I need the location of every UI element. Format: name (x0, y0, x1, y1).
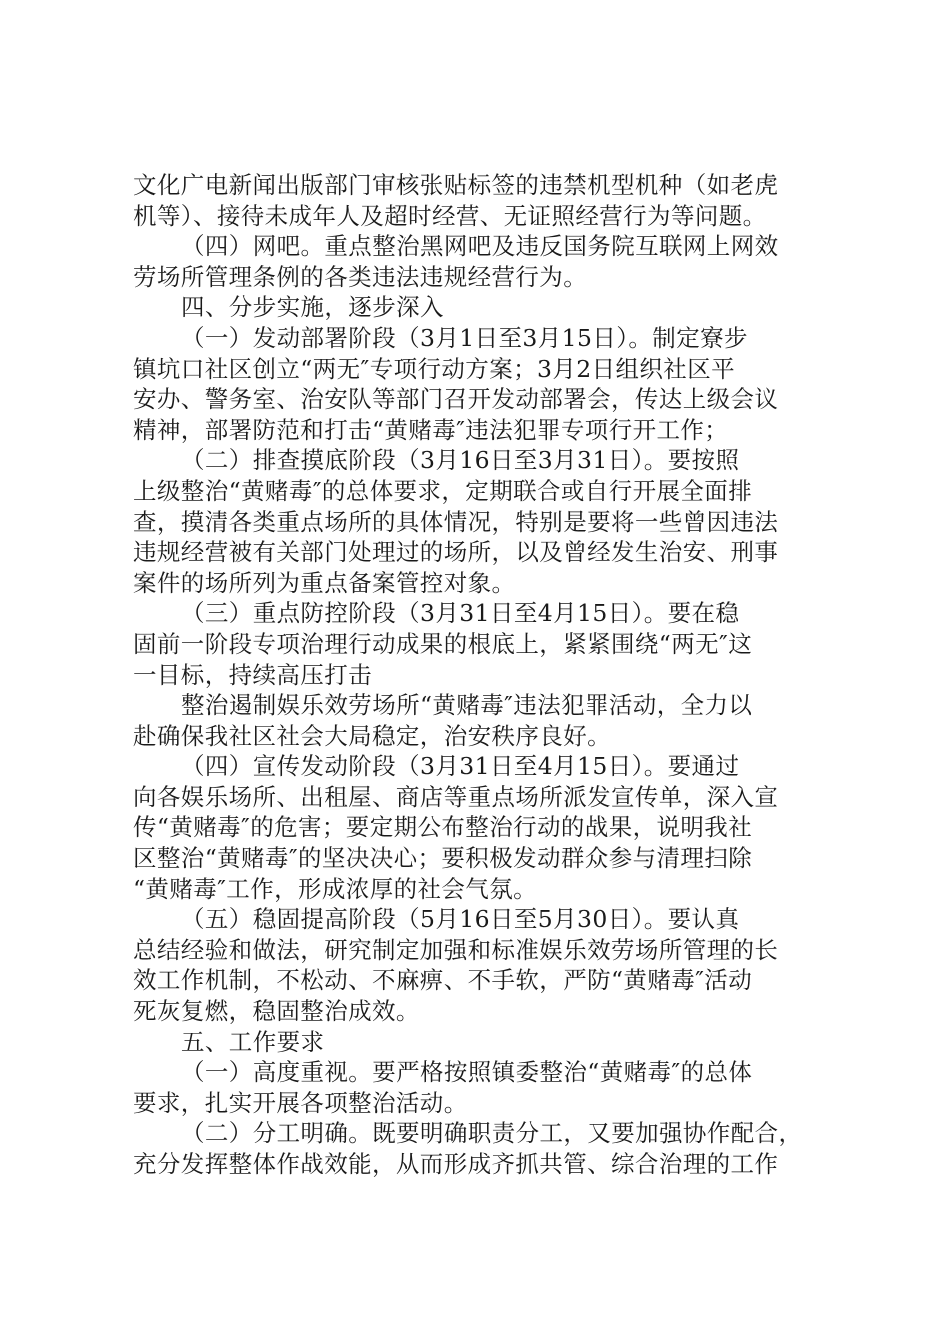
text-line: （一）高度重视。要严格按照镇委整治“黄赌毒″的总体 (181, 1058, 753, 1087)
text-line: 上级整治“黄赌毒″的总体要求，定期联合或自行开展全面排 (133, 476, 753, 505)
text-line: （二）排查摸底阶段（3月16日至3月31日）。要按照 (181, 446, 740, 475)
text-line: 赴确保我社区社会大局稳定，治安秩序良好。 (133, 721, 611, 750)
text-line: 劳场所管理条例的各类违法违规经营行为。 (133, 262, 588, 291)
text-line: “黄赌毒″工作，形成浓厚的社会气氛。 (133, 874, 537, 903)
text-line: （二）分工明确。既要明确职责分工，又要加强协作配合， (181, 1119, 803, 1148)
text-line: 死灰复燃，稳固整治成效。 (133, 997, 420, 1026)
text-line: （四）网吧。重点整治黑网吧及违反国务院互联网上网效 (181, 232, 779, 261)
document-body (133, 170, 823, 1180)
text-line: 一目标，持续高压打击 (133, 660, 372, 689)
text-line: 充分发挥整体作战效能，从而形成齐抓共管、综合治理的工作 (133, 1150, 779, 1178)
text-line: 向各娱乐场所、出租屋、商店等重点场所派发宣传单，深入宣 (133, 782, 779, 811)
text-line: 效工作机制，不松动、不麻痹、不手软，严防“黄赌毒″活动 (133, 966, 753, 995)
text-line: 固前一阶段专项治理行动成果的根底上，紧紧围绕“两无″这 (133, 629, 753, 658)
text-line: 镇坑口社区创立“两无″专项行动方案；3月2日组织社区平 (133, 354, 735, 383)
text-line: （五）稳固提高阶段（5月16日至5月30日）。要认真 (181, 905, 740, 934)
text-line: （三）重点防控阶段（3月31日至4月15日）。要在稳 (181, 599, 740, 628)
text-line: 安办、警务室、治安队等部门召开发动部署会，传达上级会议 (133, 385, 779, 414)
text-line: 机等）、接待未成年人及超时经营、无证照经营行为等问题。 (133, 201, 767, 230)
text-line: 精神，部署防范和打击“黄赌毒″违法犯罪专项行开工作； (133, 415, 729, 444)
text-line: （四）宣传发动阶段（3月31日至4月15日）。要通过 (181, 752, 740, 781)
text-line: 总结经验和做法，研究制定加强和标准娱乐效劳场所管理的长 (133, 935, 779, 964)
text-line: 案件的场所列为重点备案管控对象。 (133, 568, 516, 597)
text-line: 查，摸清各类重点场所的具体情况，特别是要将一些曾因违法 (133, 507, 779, 536)
text-line: 要求，扎实开展各项整治活动。 (133, 1088, 468, 1117)
text-line: 五、工作要求 (181, 1027, 325, 1056)
text-line: 区整治“黄赌毒″的坚决决心；要积极发动群众参与清理扫除 (133, 844, 753, 873)
text-line: 违规经营被有关部门处理过的场所，以及曾经发生治安、刑事 (133, 538, 779, 567)
text-line: 传“黄赌毒″的危害；要定期公布整治行动的战果，说明我社 (133, 813, 753, 842)
text-line: 四、分步实施，逐步深入 (181, 293, 444, 322)
text-line: 整治遏制娱乐效劳场所“黄赌毒″违法犯罪活动，全力以 (181, 691, 753, 720)
text-line: （一）发动部署阶段（3月1日至3月15日）。制定寮步 (181, 323, 748, 352)
text-line: 文化广电新闻出版部门审核张贴标签的违禁机型机种（如老虎 (133, 171, 779, 199)
